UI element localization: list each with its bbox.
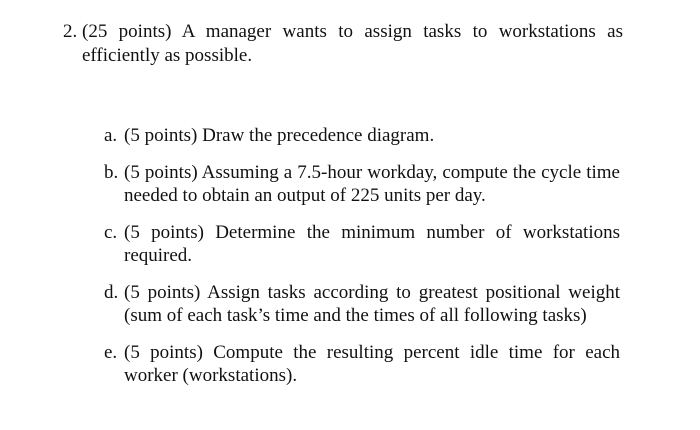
part-label: d. <box>104 282 119 303</box>
problem-statement <box>63 20 623 68</box>
part-label: c. <box>104 222 118 243</box>
part-label: b. <box>104 162 119 183</box>
part-text: (5 points) Assuming a 7.5-hour workday, compute the cycle time needed to obtain an output of 225 units per day. <box>124 162 620 206</box>
problem-number: 2. <box>63 21 78 42</box>
part-b <box>104 161 620 207</box>
part-text: (5 points) Compute the resulting percent idle time for each worker (workstations). <box>124 342 620 386</box>
part-text: (5 points) Assign tasks according to greatest positional weight (sum of each task’s time and the times of all following tasks) <box>124 282 620 326</box>
part-d <box>104 281 620 327</box>
part-text: (5 points) Determine the minimum number of workstations required. <box>124 222 620 266</box>
part-e <box>104 341 620 387</box>
problem-text: (25 points) A manager wants to assign tasks to workstations as efficiently as possible. <box>82 21 623 66</box>
part-label: e. <box>104 342 118 363</box>
part-text: (5 points) Draw the precedence diagram. <box>124 125 435 146</box>
problem-header <box>63 20 623 68</box>
part-a <box>104 124 620 147</box>
problem-parts-list <box>104 124 620 401</box>
part-label: a. <box>104 125 118 146</box>
part-c <box>104 221 620 267</box>
